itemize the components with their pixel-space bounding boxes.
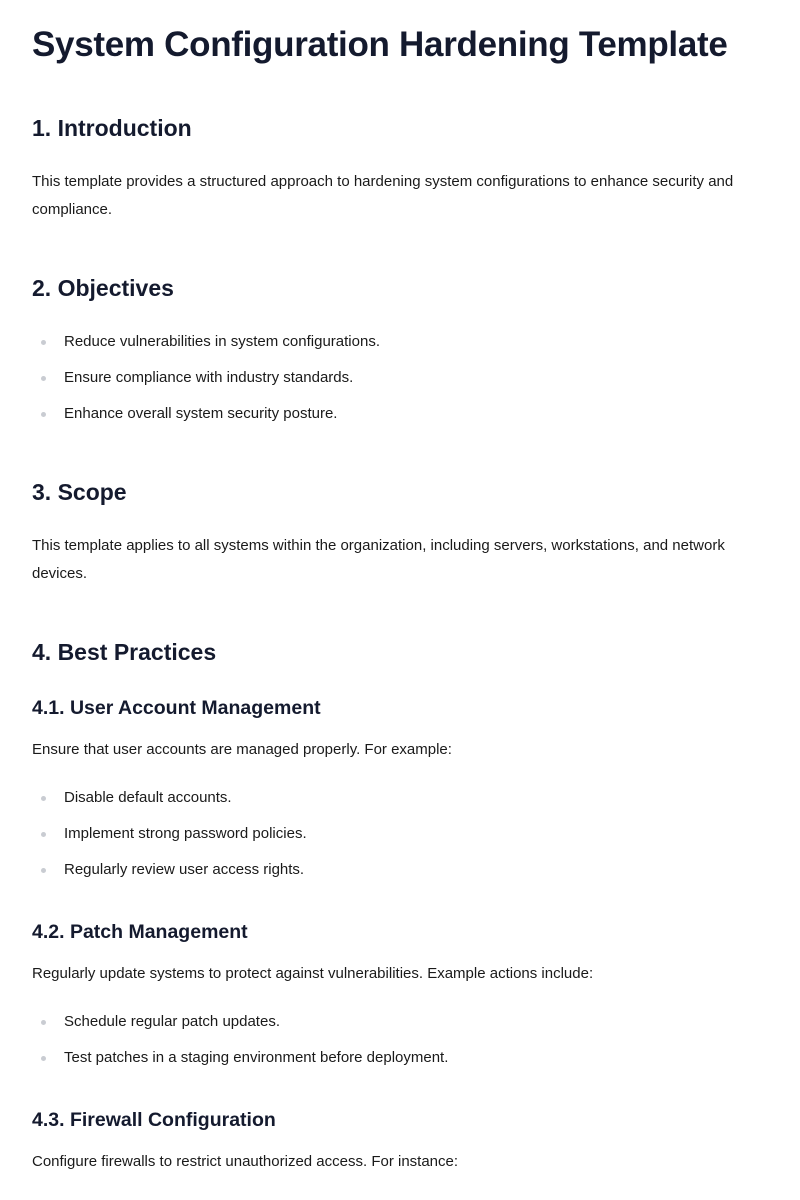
- bullet-icon: [41, 340, 46, 345]
- bullet-icon: [41, 376, 46, 381]
- list-item: [32, 788, 772, 824]
- list-item-text: Reduce vulnerabilities in system configurations.: [64, 333, 380, 350]
- section-heading-best-practices: 4. Best Practices: [32, 639, 217, 665]
- list-item: [32, 824, 772, 860]
- bullet-icon: [41, 1056, 46, 1061]
- list-item: [32, 860, 772, 896]
- section-heading-objectives: 2. Objectives: [32, 275, 174, 301]
- patch-management-paragraph: Regularly update systems to protect against vulnerabilities. Example actions include:: [32, 965, 594, 982]
- bullet-icon: [41, 1020, 46, 1025]
- bullet-icon: [41, 868, 46, 873]
- list-item: [32, 368, 772, 404]
- objectives-list: [32, 332, 772, 440]
- subsection-heading-patch-management: 4.2. Patch Management: [32, 921, 248, 943]
- list-item-text: Disable default accounts.: [64, 789, 232, 806]
- user-accounts-paragraph: Ensure that user accounts are managed properly. For example:: [32, 741, 452, 758]
- introduction-paragraph: This template provides a structured approach to hardening system configurations to enhance security and compliance.: [32, 173, 734, 218]
- subsection-heading-firewall: 4.3. Firewall Configuration: [32, 1109, 276, 1131]
- bullet-icon: [41, 832, 46, 837]
- document-title: System Configuration Hardening Template: [32, 25, 728, 64]
- firewall-paragraph: Configure firewalls to restrict unauthorized access. For instance:: [32, 1153, 459, 1170]
- list-item-text: Enhance overall system security posture.: [64, 405, 338, 422]
- user-accounts-list: [32, 788, 772, 896]
- list-item: [32, 1012, 772, 1048]
- patch-management-list: [32, 1012, 772, 1084]
- bullet-icon: [41, 412, 46, 417]
- bullet-icon: [41, 796, 46, 801]
- list-item-text: Implement strong password policies.: [64, 825, 307, 842]
- scope-paragraph: This template applies to all systems within the organization, including servers, workstations, and network devices.: [32, 537, 725, 582]
- list-item-text: Regularly review user access rights.: [64, 861, 305, 878]
- list-item-text: Schedule regular patch updates.: [64, 1013, 280, 1030]
- list-item-text: Test patches in a staging environment before deployment.: [64, 1049, 449, 1066]
- subsection-heading-user-accounts: 4.1. User Account Management: [32, 697, 321, 719]
- list-item-text: Ensure compliance with industry standards.: [64, 369, 354, 386]
- section-heading-scope: 3. Scope: [32, 479, 127, 505]
- list-item: [32, 332, 772, 368]
- list-item: [32, 404, 772, 440]
- section-heading-introduction: 1. Introduction: [32, 115, 192, 141]
- list-item: [32, 1048, 772, 1084]
